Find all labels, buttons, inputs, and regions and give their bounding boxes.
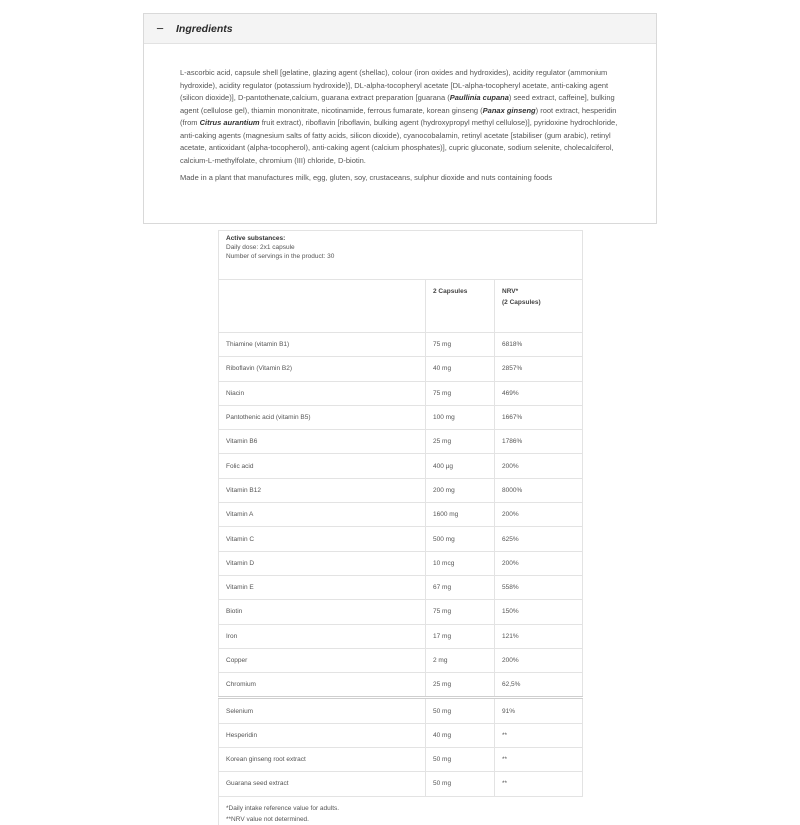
table-row — [219, 624, 583, 648]
active-substances-title: Active substances: — [226, 235, 286, 242]
cell-nrv: 6818% — [495, 333, 583, 357]
cell-nrv: 625% — [495, 527, 583, 551]
cell-nrv: 8000% — [495, 478, 583, 502]
ingredients-text: L-ascorbic acid, capsule shell [gelatine, glazing agent (shellac), colour (iron oxides and hydroxides), acidity regulator (ammonium hydroxide), acidity regulator (potassium hydroxide)], DL-alpha-tocopheryl acetate [DL-alpha-tocopheryl acetate, anti-caking agent (silicon dioxide)], D-pantothenate,calcium, guarana extract preparation [guarana (Paullinia cupana) seed extract, caffeine], bulking agent (cellulose gel), thiamin mononitrate, nicotinamide, ferrous fumarate, korean ginseng (Panax ginseng) root extract, hesperidin (from Citrus aurantium fruit extract), riboflavin [riboflavin, bulking agent (hydroxypropyl methyl cellulose)], pyridoxine hydrochloride, anti-caking agents (magnesium salts of fatty acids, silicon dioxide), cyanocobalamin, retinyl acetate [stabiliser (gum arabic), retinyl acetate, antioxidant (alpha-tocopherol), anti-caking agent (calcium phosphates)], cupric gluconate, sodium selenite, cholecalciferol, calcium-L-methylfolate, chromium (III) chloride, D-biotin. — [180, 68, 618, 165]
table-row — [219, 723, 583, 747]
latin-name: Citrus aurantium — [199, 118, 260, 127]
collapse-minus-icon[interactable]: − — [156, 21, 164, 36]
table-row — [219, 527, 583, 551]
table-row — [219, 673, 583, 698]
cell-substance: Pantothenic acid (vitamin B5) — [219, 405, 426, 429]
cell-nrv: 469% — [495, 381, 583, 405]
cell-nrv: ** — [495, 723, 583, 747]
cell-nrv: ** — [495, 772, 583, 796]
table-row — [219, 333, 583, 357]
cell-substance: Korean ginseng root extract — [219, 748, 426, 772]
cell-amount: 75 mg — [426, 381, 495, 405]
cell-nrv: 1786% — [495, 430, 583, 454]
cell-nrv: 200% — [495, 503, 583, 527]
cell-nrv: 91% — [495, 698, 583, 723]
cell-substance: Folic acid — [219, 454, 426, 478]
cell-nrv: 62,5% — [495, 673, 583, 698]
table-row — [219, 698, 583, 723]
cell-substance: Selenium — [219, 698, 426, 723]
table-row — [219, 648, 583, 672]
cell-amount: 50 mg — [426, 772, 495, 796]
table-row — [219, 454, 583, 478]
cell-nrv: 150% — [495, 600, 583, 624]
active-substances-header — [219, 231, 583, 280]
cell-substance: Vitamin E — [219, 575, 426, 599]
table-rows — [219, 333, 583, 797]
cell-nrv: 1667% — [495, 405, 583, 429]
cell-nrv: 200% — [495, 648, 583, 672]
table-row — [219, 357, 583, 381]
cell-nrv: ** — [495, 748, 583, 772]
cell-substance: Vitamin B12 — [219, 478, 426, 502]
servings-count: Number of servings in the product: 30 — [226, 253, 335, 260]
cell-nrv: 121% — [495, 624, 583, 648]
cell-substance: Hesperidin — [219, 723, 426, 747]
latin-name: Paullinia cupana — [449, 93, 509, 102]
cell-nrv: 558% — [495, 575, 583, 599]
ingredients-title: Ingredients — [176, 22, 233, 35]
column-header-amount: 2 Capsules — [426, 280, 495, 333]
table-header-block — [219, 231, 583, 280]
cell-amount: 75 mg — [426, 600, 495, 624]
cell-amount: 1600 mg — [426, 503, 495, 527]
cell-nrv: 200% — [495, 551, 583, 575]
ingredients-panel — [143, 13, 657, 224]
cell-substance: Niacin — [219, 381, 426, 405]
cell-substance: Vitamin D — [219, 551, 426, 575]
cell-amount: 200 mg — [426, 478, 495, 502]
cell-amount: 100 mg — [426, 405, 495, 429]
table-row — [219, 600, 583, 624]
allergen-note: Made in a plant that manufactures milk, egg, gluten, soy, crustaceans, sulphur dioxide and nuts containing foods — [180, 173, 553, 182]
table-row — [219, 405, 583, 429]
cell-amount: 75 mg — [426, 333, 495, 357]
ingredients-header[interactable] — [144, 14, 656, 44]
table-row — [219, 772, 583, 796]
table-row — [219, 430, 583, 454]
cell-amount: 67 mg — [426, 575, 495, 599]
table-row — [219, 503, 583, 527]
table-row — [219, 551, 583, 575]
cell-amount: 25 mg — [426, 430, 495, 454]
cell-substance: Vitamin B6 — [219, 430, 426, 454]
nutrition-table — [218, 230, 583, 825]
table-row — [219, 748, 583, 772]
cell-amount: 25 mg — [426, 673, 495, 698]
cell-amount: 10 mcg — [426, 551, 495, 575]
cell-substance: Copper — [219, 648, 426, 672]
table-row — [219, 575, 583, 599]
daily-dose: Daily dose: 2x1 capsule — [226, 244, 295, 251]
cell-substance: Vitamin C — [219, 527, 426, 551]
table-row — [219, 381, 583, 405]
cell-amount: 50 mg — [426, 698, 495, 723]
footnote-nrv: *Daily intake reference value for adults. — [226, 804, 340, 812]
cell-amount: 500 mg — [426, 527, 495, 551]
ingredients-body — [144, 44, 656, 185]
cell-substance: Thiamine (vitamin B1) — [219, 333, 426, 357]
cell-substance: Vitamin A — [219, 503, 426, 527]
footnote-undetermined: **NRV value not determined. — [226, 815, 309, 823]
cell-amount: 40 mg — [426, 723, 495, 747]
cell-amount: 40 mg — [426, 357, 495, 381]
cell-amount: 50 mg — [426, 748, 495, 772]
column-header-nrv: NRV* (2 Capsules) — [495, 280, 583, 333]
cell-nrv: 200% — [495, 454, 583, 478]
cell-nrv: 2857% — [495, 357, 583, 381]
column-header-row — [219, 280, 583, 333]
footnotes — [219, 796, 583, 825]
cell-substance: Chromium — [219, 673, 426, 698]
table-row — [219, 478, 583, 502]
footnote-row — [219, 796, 583, 825]
latin-name: Panax ginseng — [482, 105, 536, 115]
cell-amount: 400 µg — [426, 454, 495, 478]
column-header-name — [219, 280, 426, 333]
cell-substance: Iron — [219, 624, 426, 648]
cell-amount: 17 mg — [426, 624, 495, 648]
cell-amount: 2 mg — [426, 648, 495, 672]
cell-substance: Biotin — [219, 600, 426, 624]
cell-substance: Riboflavin (Vitamin B2) — [219, 357, 426, 381]
cell-substance: Guarana seed extract — [219, 772, 426, 796]
